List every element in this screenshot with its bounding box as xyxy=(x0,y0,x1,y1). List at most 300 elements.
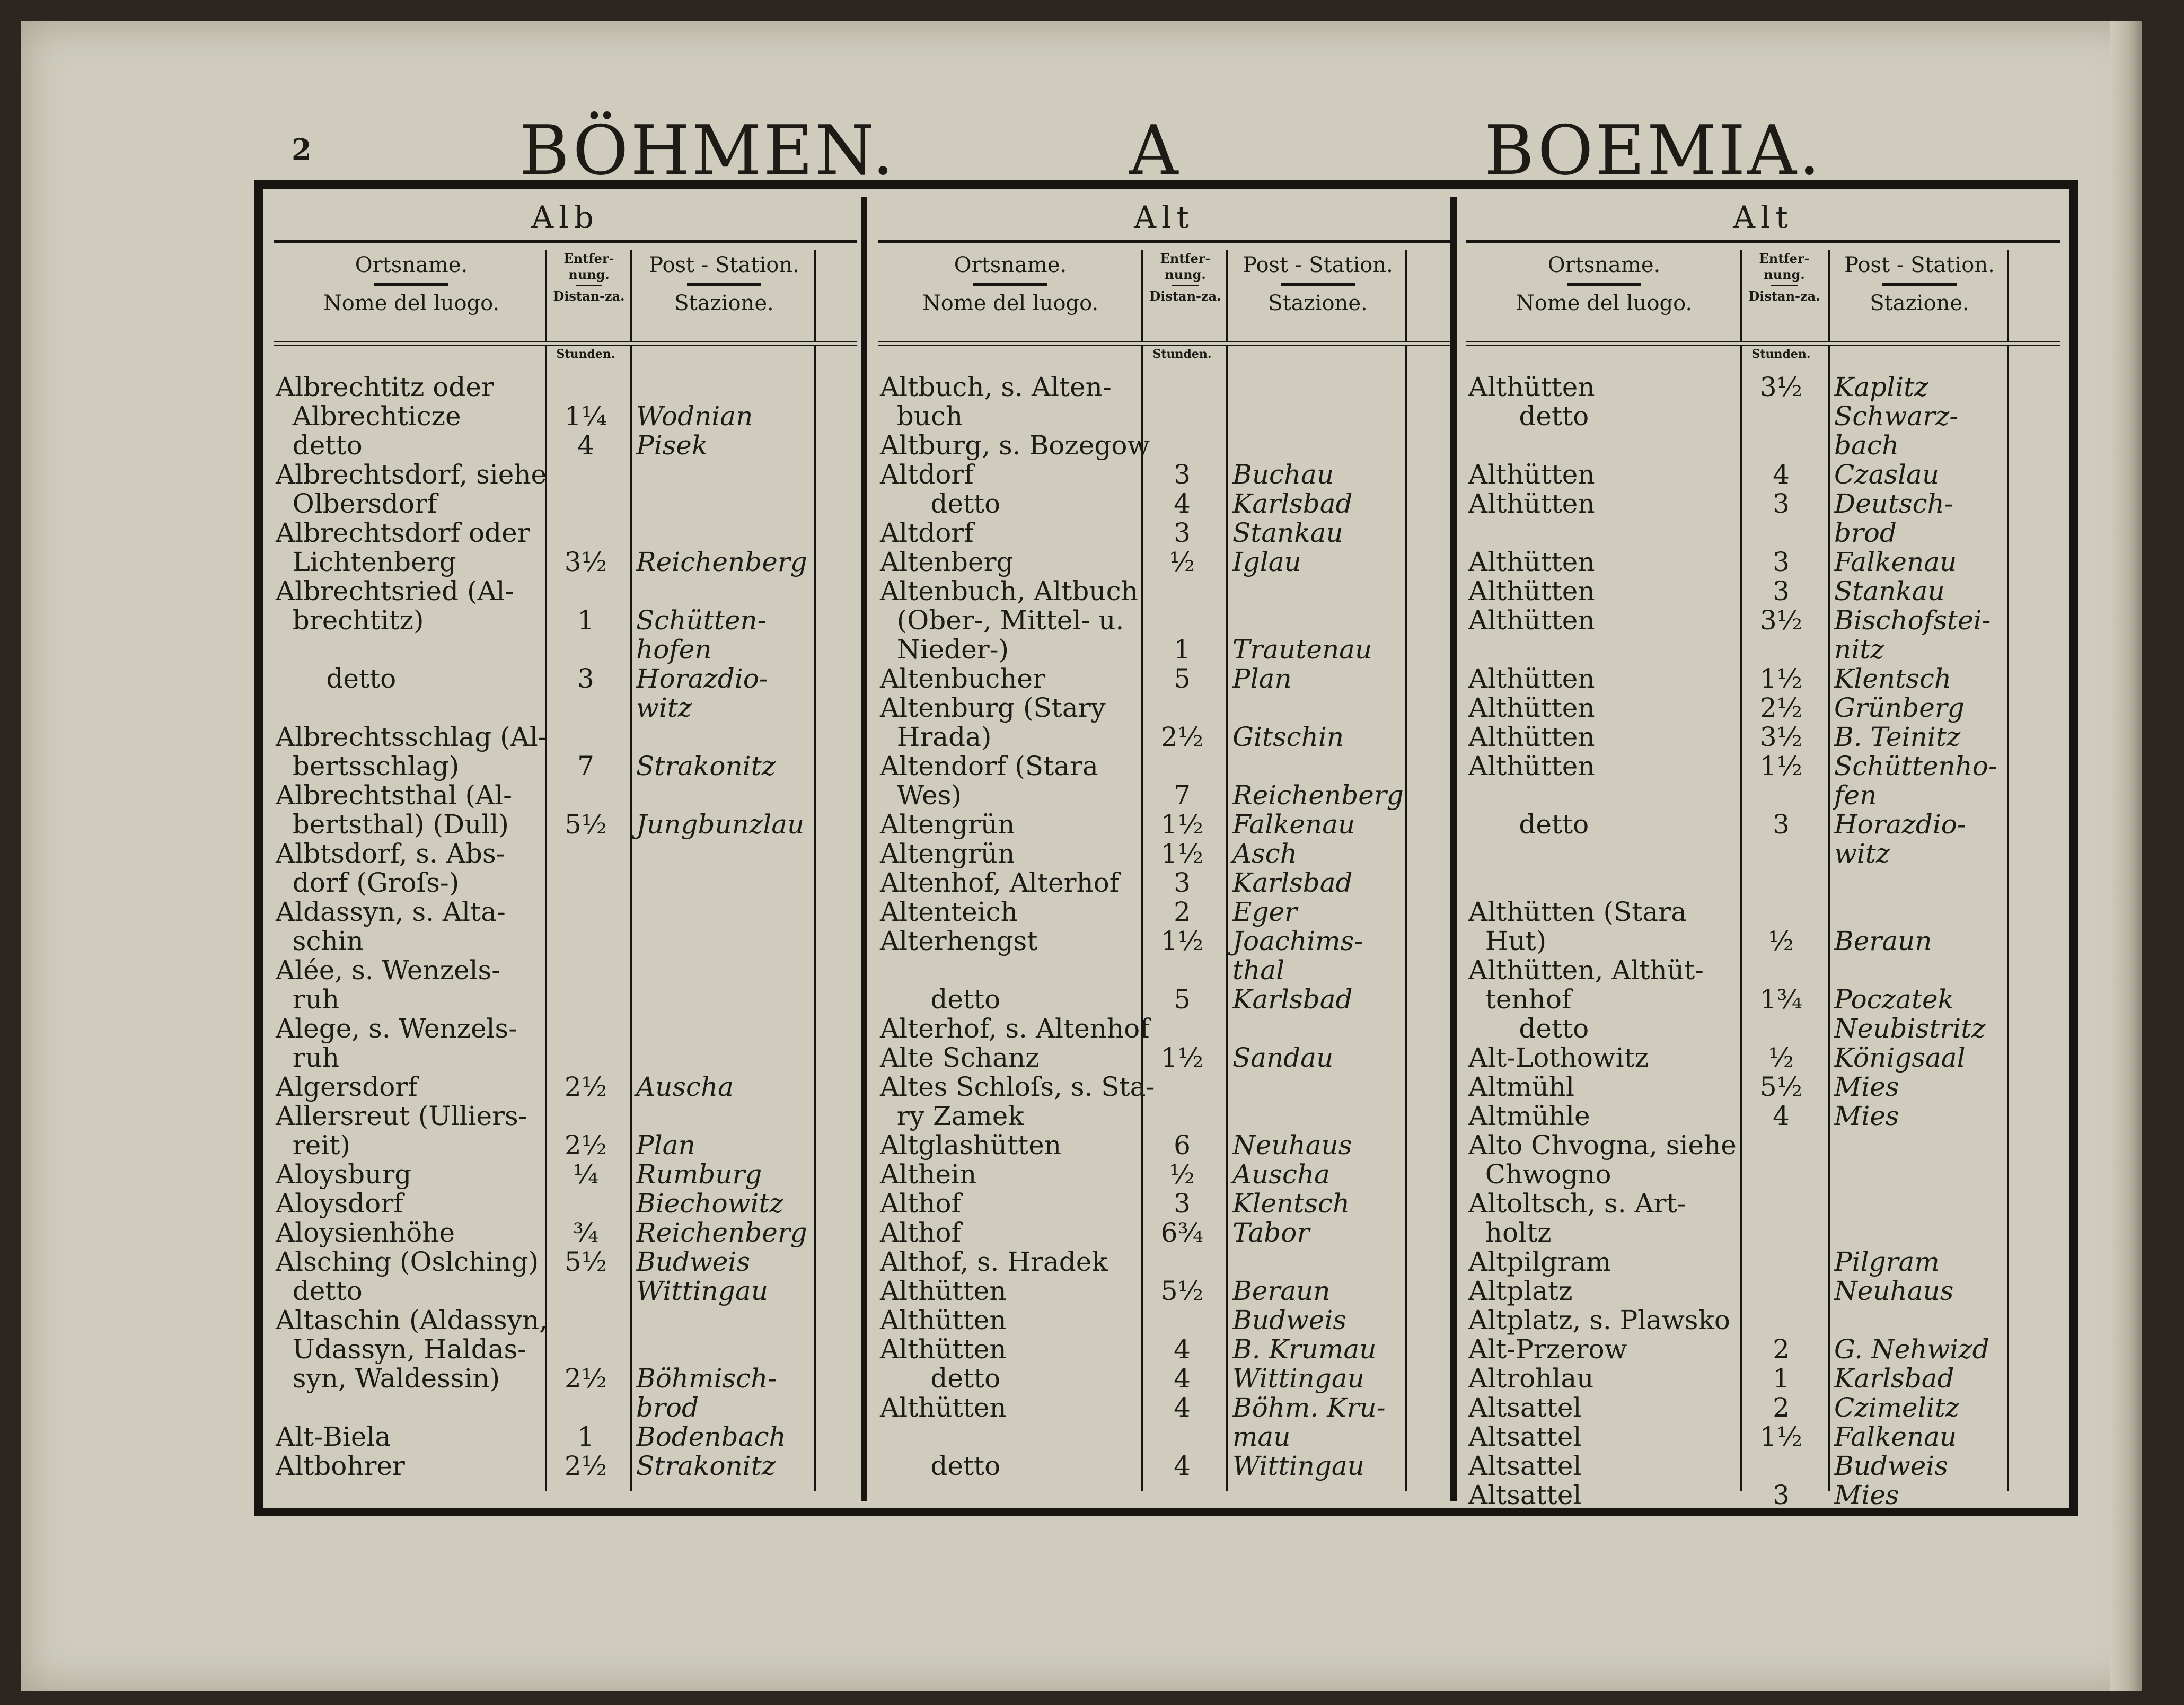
entry-row xyxy=(1466,1247,2060,1277)
place-name: Alt-Lothowitz xyxy=(1468,1042,1649,1073)
post-station: Schwarz- xyxy=(1834,401,1959,432)
header-divider xyxy=(1226,250,1228,341)
entry-row xyxy=(1466,752,2060,781)
entry-row xyxy=(274,373,857,402)
header-rule xyxy=(576,285,602,286)
entry-row xyxy=(878,664,1450,693)
place-name: Altdorf xyxy=(880,517,974,548)
header-dist-cell xyxy=(1146,251,1225,304)
distance: 2 xyxy=(1773,1334,1790,1365)
post-station: Plan xyxy=(636,1130,695,1161)
post-station: Strakonitz xyxy=(636,1451,776,1481)
place-name: Chwogno xyxy=(1468,1159,1611,1190)
place-name: schin xyxy=(276,926,364,956)
distance: 5½ xyxy=(564,1246,607,1277)
post-station: Böhmisch- xyxy=(636,1363,777,1394)
post-station: hofen xyxy=(636,634,712,665)
page-number: 2 xyxy=(292,133,312,166)
place-name: Althütten xyxy=(1468,576,1595,607)
entry-row xyxy=(878,1131,1450,1160)
post-station: brod xyxy=(636,1392,699,1423)
place-name: Althütten xyxy=(1468,547,1595,577)
place-name: detto xyxy=(276,663,397,694)
post-station: witz xyxy=(636,692,692,723)
entry-row xyxy=(1466,1102,2060,1131)
place-name: detto xyxy=(276,430,363,461)
header-dist-cell xyxy=(1745,251,1824,304)
post-station: Horazdio- xyxy=(636,663,768,694)
distance: 1 xyxy=(577,1421,594,1452)
place-name: Allersreut (Ulliers- xyxy=(276,1101,527,1131)
entry-row xyxy=(878,723,1450,752)
place-name: Althütten xyxy=(1468,488,1595,519)
distance: ¾ xyxy=(573,1217,599,1248)
place-name: Altengrün xyxy=(880,838,1015,869)
entry-row xyxy=(274,1189,857,1218)
distance: 3½ xyxy=(564,547,607,577)
header-rule xyxy=(1567,283,1641,286)
entry-row xyxy=(274,868,857,898)
entry-row xyxy=(878,956,1450,985)
entry-row xyxy=(274,898,857,927)
entry-row xyxy=(274,985,857,1014)
distance: 6¾ xyxy=(1160,1217,1204,1248)
place-name: Alterhof, s. Altenhof xyxy=(880,1013,1150,1044)
post-station: Kaplitz xyxy=(1834,372,1928,402)
post-station: Poczatek xyxy=(1834,984,1954,1015)
distance: 3 xyxy=(1773,576,1790,607)
place-name: Albrechticze xyxy=(276,401,461,432)
entry-row xyxy=(878,1422,1450,1452)
place-name: Althütten xyxy=(1468,692,1595,723)
place-name: Alsching (Oslching) xyxy=(276,1246,539,1277)
entry-row xyxy=(274,1452,857,1481)
place-name: detto xyxy=(276,1276,363,1306)
place-name: Althütten xyxy=(1468,372,1595,402)
entry-row xyxy=(1466,664,2060,693)
post-station: Schütten- xyxy=(636,605,767,636)
distance: 3½ xyxy=(1759,722,1803,752)
place-name: Altmühl xyxy=(1468,1071,1574,1102)
entry-row xyxy=(878,460,1450,489)
distance: 3 xyxy=(1174,867,1191,898)
column-body xyxy=(1466,346,2060,1510)
post-station: Asch xyxy=(1232,838,1297,869)
place-name: Alt-Biela xyxy=(276,1421,391,1452)
place-name: detto xyxy=(1468,1013,1589,1044)
post-station: thal xyxy=(1232,955,1285,986)
post-station: Auscha xyxy=(1232,1159,1330,1190)
entry-row xyxy=(1466,1277,2060,1306)
place-name: Alto Chvogna, siehe xyxy=(1468,1130,1737,1161)
post-station: Neubistritz xyxy=(1834,1013,1986,1044)
place-name: detto xyxy=(880,1451,1001,1481)
header-place-it: Nome del luogo. xyxy=(922,291,1099,315)
place-name: Althütten xyxy=(880,1334,1007,1365)
place-name: Algersdorf xyxy=(276,1071,418,1102)
entry-row xyxy=(274,1014,857,1043)
header-dist-cell xyxy=(549,251,629,304)
entry-list xyxy=(878,373,1450,1481)
distance: 3 xyxy=(1174,517,1191,548)
distance: ¼ xyxy=(573,1159,599,1190)
distance: 2½ xyxy=(564,1363,607,1394)
entry-row xyxy=(878,693,1450,723)
entry-row xyxy=(1466,1306,2060,1335)
entry-row xyxy=(1466,606,2060,635)
entry-row xyxy=(1466,693,2060,723)
distance: 5 xyxy=(1174,663,1191,694)
heading-italian: BOEMIA. xyxy=(1484,111,1822,190)
place-name: Altenhof, Alterhof xyxy=(880,867,1120,898)
distance: 3 xyxy=(1773,547,1790,577)
place-name: Lichtenberg xyxy=(276,547,456,577)
place-name: Alt-Przerow xyxy=(1468,1334,1627,1365)
distance: 4 xyxy=(1773,1101,1790,1131)
distance: 3 xyxy=(1773,809,1790,840)
post-station: Pilgram xyxy=(1834,1246,1940,1277)
place-name: Alée, s. Wenzels- xyxy=(276,955,501,986)
entry-row xyxy=(878,1073,1450,1102)
place-name: tenhof xyxy=(1468,984,1572,1015)
header-place-cell xyxy=(274,253,549,315)
distance: 3 xyxy=(1174,1188,1191,1219)
header-divider xyxy=(1405,250,1407,341)
post-station: Budweis xyxy=(636,1246,750,1277)
entry-row xyxy=(1466,985,2060,1014)
entry-row xyxy=(1466,1393,2060,1422)
place-name: Albrechtsschlag (Al- xyxy=(276,722,547,752)
entry-row xyxy=(274,518,857,548)
distance: 2 xyxy=(1174,897,1191,927)
header-post-it: Stazione. xyxy=(1268,291,1368,315)
entry-row xyxy=(274,664,857,693)
distance: 7 xyxy=(1174,780,1191,811)
post-station: Stankau xyxy=(1834,576,1945,607)
distance: 7 xyxy=(577,751,594,781)
place-name: Althof xyxy=(880,1217,962,1248)
entry-row xyxy=(878,1393,1450,1422)
post-station: B. Krumau xyxy=(1232,1334,1377,1365)
entry-row xyxy=(878,839,1450,868)
place-name: Albrechtitz oder xyxy=(276,372,494,402)
entry-row xyxy=(274,1131,857,1160)
place-name: Altaschin (Aldassyn, xyxy=(276,1305,548,1335)
distance: 4 xyxy=(1174,1334,1191,1365)
post-station: Wittingau xyxy=(636,1276,768,1306)
entry-row xyxy=(274,1335,857,1364)
post-station: Beraun xyxy=(1834,926,1932,956)
entry-row xyxy=(1466,1189,2060,1218)
distance: 1¾ xyxy=(1759,984,1803,1015)
distance: 1½ xyxy=(1160,809,1204,840)
place-name: Altsattel xyxy=(1468,1451,1582,1481)
entry-row xyxy=(1466,548,2060,577)
entry-row xyxy=(274,548,857,577)
entry-row xyxy=(878,402,1450,431)
place-name: Alege, s. Wenzels- xyxy=(276,1013,518,1044)
distance: 1½ xyxy=(1160,1042,1204,1073)
header-place-it: Nome del luogo. xyxy=(1516,291,1693,315)
header-post-it: Stazione. xyxy=(1870,291,1969,315)
place-name: Althütten xyxy=(880,1305,1007,1335)
post-station: Falkenau xyxy=(1232,809,1355,840)
place-name: Aloysburg xyxy=(276,1159,412,1190)
entry-row xyxy=(1466,402,2060,431)
distance: ½ xyxy=(1169,547,1195,577)
header-divider xyxy=(814,250,816,341)
post-station: Stankau xyxy=(1232,517,1343,548)
header-post-de: Post - Station. xyxy=(1844,253,1995,277)
entry-row xyxy=(1466,898,2060,927)
post-station: Beraun xyxy=(1232,1276,1331,1306)
distance: 1½ xyxy=(1759,751,1803,781)
entry-row xyxy=(878,635,1450,664)
post-station: Buchau xyxy=(1232,459,1334,490)
place-name: Altmühle xyxy=(1468,1101,1590,1131)
place-name: ruh xyxy=(276,1042,340,1073)
entry-row xyxy=(878,1043,1450,1073)
entry-row xyxy=(1466,1218,2060,1247)
header-place-cell xyxy=(878,253,1143,315)
entry-list xyxy=(274,373,857,1481)
entry-row xyxy=(878,810,1450,839)
distance: 1¼ xyxy=(564,401,607,432)
place-name: Althütten xyxy=(1468,663,1595,694)
heading-german: BÖHMEN. xyxy=(519,111,896,190)
post-station: Trautenau xyxy=(1232,634,1372,665)
place-name: Altburg, s. Bozegow xyxy=(880,430,1150,461)
place-name: Althütten xyxy=(1468,459,1595,490)
place-name: detto xyxy=(880,984,1001,1015)
header-dist-de: Entfer-nung. xyxy=(563,251,614,282)
entry-row xyxy=(1466,1422,2060,1452)
column-separator xyxy=(1450,197,1457,1501)
place-name: Altplatz xyxy=(1468,1276,1573,1306)
entry-row xyxy=(1466,1043,2060,1073)
entry-row xyxy=(1466,927,2060,956)
place-name: Altplatz, s. Plawsko xyxy=(1468,1305,1730,1335)
post-station: Jungbunzlau xyxy=(636,809,805,840)
place-name: buch xyxy=(880,401,963,432)
place-name: detto xyxy=(880,488,1001,519)
post-station: Budweis xyxy=(1834,1451,1948,1481)
column-header xyxy=(1466,250,2060,346)
distance: 1 xyxy=(1174,634,1191,665)
header-place-de: Ortsname. xyxy=(1547,253,1661,277)
entry-row xyxy=(1466,810,2060,839)
entry-row xyxy=(274,1102,857,1131)
post-station: Mies xyxy=(1834,1071,1899,1102)
post-station: Wittingau xyxy=(1232,1363,1364,1394)
column-letters: Alt xyxy=(878,197,1450,243)
post-station: Karlsbad xyxy=(1232,867,1353,898)
place-name: Altenteich xyxy=(880,897,1018,927)
entry-row xyxy=(878,577,1450,606)
distance: 1½ xyxy=(1160,838,1204,869)
post-station: Falkenau xyxy=(1834,1421,1957,1452)
distance: 2 xyxy=(1773,1392,1790,1423)
header-place-de: Ortsname. xyxy=(355,253,468,277)
column-letters: Alb xyxy=(274,197,857,243)
distance: 5½ xyxy=(564,809,607,840)
entry-row xyxy=(274,1364,857,1393)
post-station: Klentsch xyxy=(1834,663,1952,694)
entry-row xyxy=(1466,1335,2060,1364)
place-name: Alterhengst xyxy=(880,926,1038,956)
entry-row xyxy=(878,1335,1450,1364)
place-name: Hut) xyxy=(1468,926,1547,956)
place-name: Alte Schanz xyxy=(880,1042,1040,1073)
post-station: Klentsch xyxy=(1232,1188,1350,1219)
entry-row xyxy=(878,1102,1450,1131)
entry-row xyxy=(1466,1131,2060,1160)
post-station: Königsaal xyxy=(1834,1042,1966,1073)
place-name: Altpilgram xyxy=(1468,1246,1611,1277)
header-dist-it: Distan-za. xyxy=(553,288,625,304)
entry-row xyxy=(274,956,857,985)
place-name: Althütten xyxy=(880,1392,1007,1423)
distance: ½ xyxy=(1169,1159,1195,1190)
entry-row xyxy=(1466,723,2060,752)
place-name: reit) xyxy=(276,1130,350,1161)
entry-row xyxy=(274,1160,857,1189)
place-name: Albrechtsried (Al- xyxy=(276,576,514,607)
distance: 3½ xyxy=(1759,605,1803,636)
post-station: Reichenberg xyxy=(636,547,807,577)
entry-row xyxy=(1466,1364,2060,1393)
header-post-it: Stazione. xyxy=(674,291,774,315)
entry-row xyxy=(878,548,1450,577)
post-station: Bodenbach xyxy=(636,1421,786,1452)
post-station: Böhm. Kru- xyxy=(1232,1392,1386,1423)
entry-row xyxy=(274,693,857,723)
post-station: Bischofstei- xyxy=(1834,605,1991,636)
page-edge xyxy=(2110,21,2142,1691)
place-name: Althütten xyxy=(880,1276,1007,1306)
distance: 4 xyxy=(1174,488,1191,519)
place-name: Althof, s. Hradek xyxy=(880,1246,1108,1277)
post-station: Neuhaus xyxy=(1232,1130,1352,1161)
entry-row xyxy=(1466,868,2060,898)
post-station: Karlsbad xyxy=(1232,984,1353,1015)
place-name: Altsattel xyxy=(1468,1480,1582,1510)
distance: 2½ xyxy=(1160,722,1204,752)
place-name: ry Zamek xyxy=(880,1101,1024,1131)
entry-row xyxy=(878,1452,1450,1481)
place-name: Aloysienhöhe xyxy=(276,1217,455,1248)
entry-row xyxy=(1466,1014,2060,1043)
entry-row xyxy=(878,373,1450,402)
place-name: Altenburg (Stary xyxy=(880,692,1106,723)
column-separator xyxy=(861,197,867,1501)
distance: 4 xyxy=(1773,459,1790,490)
place-name: Althütten xyxy=(1468,605,1595,636)
post-station: witz xyxy=(1834,838,1890,869)
post-station: brod xyxy=(1834,517,1897,548)
place-name: Altbohrer xyxy=(276,1451,405,1481)
post-station: Schüttenho- xyxy=(1834,751,1997,781)
post-station: Sandau xyxy=(1232,1042,1334,1073)
place-name: Althütten xyxy=(1468,751,1595,781)
distance: 6 xyxy=(1174,1130,1191,1161)
post-station: nitz xyxy=(1834,634,1884,665)
header-rule xyxy=(1771,285,1798,286)
distance: 3½ xyxy=(1759,372,1803,402)
entry-row xyxy=(1466,1160,2060,1189)
column-body xyxy=(878,346,1450,1491)
distance: 2½ xyxy=(1759,692,1803,723)
entry-row xyxy=(274,781,857,810)
entry-row xyxy=(274,1073,857,1102)
entry-row xyxy=(1466,956,2060,985)
place-name: bertsthal) (Dull) xyxy=(276,809,509,840)
entry-row xyxy=(878,431,1450,460)
entry-row xyxy=(274,577,857,606)
post-station: Pisek xyxy=(636,430,708,461)
post-station: B. Teinitz xyxy=(1834,722,1961,752)
header-place-de: Ortsname. xyxy=(954,253,1067,277)
post-station: Tabor xyxy=(1232,1217,1310,1248)
entry-row xyxy=(1466,635,2060,664)
entry-row xyxy=(274,606,857,635)
post-station: Auscha xyxy=(636,1071,734,1102)
distance: 3 xyxy=(1773,488,1790,519)
place-name: Aldassyn, s. Alta- xyxy=(276,897,506,927)
place-name: Althütten, Althüt- xyxy=(1468,955,1704,986)
place-name: syn, Waldessin) xyxy=(276,1363,500,1394)
header-divider xyxy=(2007,250,2009,341)
entry-row xyxy=(878,1218,1450,1247)
entry-row xyxy=(878,1014,1450,1043)
entry-row xyxy=(878,898,1450,927)
entry-row xyxy=(274,489,857,518)
entry-row xyxy=(878,752,1450,781)
post-station: Horazdio- xyxy=(1834,809,1966,840)
place-name: Altbuch, s. Alten- xyxy=(880,372,1112,402)
post-station: mau xyxy=(1232,1421,1291,1452)
place-name: Altdorf xyxy=(880,459,974,490)
place-name: Altendorf (Stara xyxy=(880,751,1098,781)
distance: 1 xyxy=(577,605,594,636)
place-name: Olbersdorf xyxy=(276,488,437,519)
header-rule xyxy=(1882,283,1957,286)
post-station: G. Nehwizd xyxy=(1834,1334,1989,1365)
post-station: Karlsbad xyxy=(1232,488,1353,519)
distance: 1½ xyxy=(1759,1421,1803,1452)
heading-letter: A xyxy=(1129,111,1181,190)
post-station: Biechowitz xyxy=(636,1188,783,1219)
place-name: Wes) xyxy=(880,780,962,811)
distance: 3 xyxy=(1773,1480,1790,1510)
entry-row xyxy=(274,1247,857,1277)
distance: 4 xyxy=(577,430,594,461)
header-post-cell xyxy=(1230,253,1405,315)
distance: 4 xyxy=(1174,1392,1191,1423)
place-name: Altenbucher xyxy=(880,663,1045,694)
place-name: dorf (Groſs-) xyxy=(276,867,460,898)
distance: 3 xyxy=(577,663,594,694)
post-station: Mies xyxy=(1834,1101,1899,1131)
entry-row xyxy=(878,1247,1450,1277)
post-station: Czaslau xyxy=(1834,459,1940,490)
header-post-cell xyxy=(634,253,814,315)
place-name: brechtitz) xyxy=(276,605,424,636)
distance: 3 xyxy=(1174,459,1191,490)
column-letters: Alt xyxy=(1466,197,2060,243)
entry-row xyxy=(274,402,857,431)
entry-row xyxy=(274,1043,857,1073)
